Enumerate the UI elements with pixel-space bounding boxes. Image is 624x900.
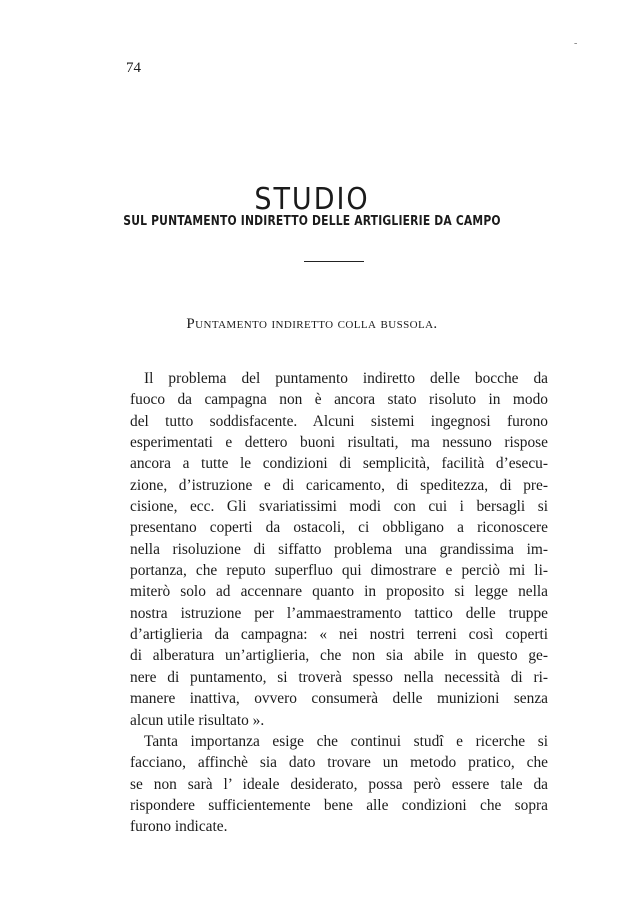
text-line: portanza, che reputo superfluo qui dimostrare e perciò mi li-	[130, 562, 548, 580]
text-line: zione, d’istruzione e di caricamento, di speditezza, di pre-	[130, 476, 548, 494]
text-line: fuoco da campagna non è ancora stato risoluto in modo	[130, 391, 548, 409]
text-line: nere di puntamento, si troverà spesso nella necessità di ri-	[130, 668, 548, 686]
text-line: facciano, affinchè sia dato trovare un metodo pratico, che	[130, 754, 548, 772]
text-line: furono indicate.	[130, 818, 228, 836]
section-heading: Puntamento indiretto colla bussola.	[186, 316, 438, 332]
text-line: ancora a tutte le condizioni di semplicità, facilità d’esecu-	[130, 455, 548, 473]
title-divider	[304, 261, 364, 262]
text-line: cisione, ecc. Gli svariatissimi modi con cui i bersagli si	[130, 498, 548, 516]
text-line: presentano coperti da ostacoli, ci obbligano a riconoscere	[130, 519, 548, 537]
chapter-subtitle: SUL PUNTAMENTO INDIRETTO DELLE ARTIGLIERIE DA CAMPO	[123, 214, 501, 229]
paragraph-1	[130, 368, 548, 731]
text-line: d’artiglieria da campagna: « nei nostri terreni così coperti	[130, 626, 548, 644]
text-line: miterò solo ad accennare quanto in proposito si legge nella	[130, 583, 548, 601]
text-line: nella risoluzione di siffatto problema una grandissima im-	[130, 540, 548, 558]
paragraph-2	[130, 731, 548, 838]
text-line: se non sarà l’ ideale desiderato, possa però essere tale da	[130, 775, 548, 793]
text-line: rispondere sufficientemente bene alle condizioni che sopra	[130, 796, 548, 814]
chapter-title: STUDIO	[254, 182, 370, 218]
body-text	[130, 368, 548, 838]
text-line: Tanta importanza esige che continui studî e ricerche si	[144, 732, 548, 750]
text-line: del tutto soddisfacente. Alcuni sistemi ingegnosi furono	[130, 412, 548, 430]
text-line: di alberatura un’artiglieria, che non sia abile in questo ge-	[130, 647, 548, 665]
text-line: nostra istruzione per l’ammaestramento tattico delle truppe	[130, 604, 548, 622]
text-line: esperimentati e dettero buoni risultati, ma nessuno rispose	[130, 434, 548, 452]
text-line: manere inattiva, ovvero consumerà delle munizioni senza	[130, 690, 548, 708]
text-line: Il problema del puntamento indiretto delle bocche da	[144, 370, 548, 387]
page-number: 74	[126, 60, 141, 76]
corner-mark: -	[574, 38, 578, 49]
text-line: alcun utile risultato ».	[130, 711, 265, 729]
